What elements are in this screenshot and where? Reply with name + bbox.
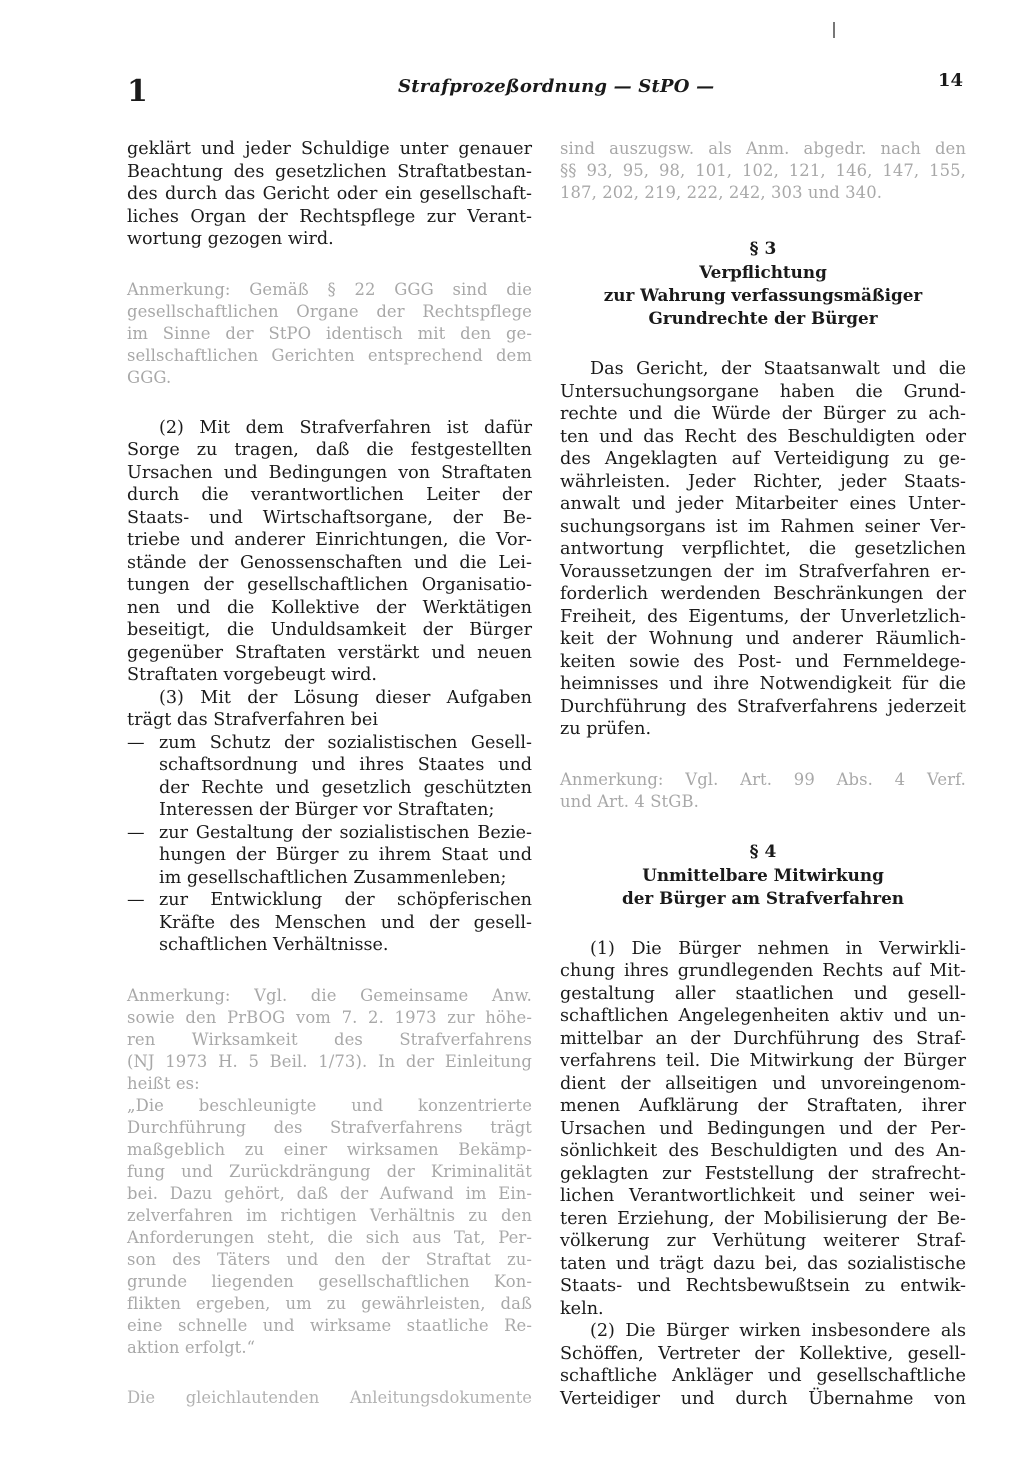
text-line: des Angeklagten auf Verteidigung zu ge- [560, 449, 966, 469]
note-line: Anmerkung: Vgl. die Gemeinsame Anw. [127, 985, 532, 1005]
text-line: Sorge zu tragen, daß die festgestellten [127, 440, 532, 460]
note-line: Anmerkung: Gemäß § 22 GGG sind die [127, 279, 532, 299]
text-line: Freiheit, des Eigentums, der Unverletzlich- [560, 606, 966, 627]
text-line: ten und das Recht des Beschuldigten oder [560, 426, 966, 447]
text-line: Kräfte des Menschen und der gesell- [159, 912, 532, 933]
text-line: geklärt und jeder Schuldige unter genauer [127, 139, 532, 159]
text-line: liches Organ der Rechtspflege zur Verant- [127, 206, 532, 227]
note-line: im Sinne der StPO identisch mit den ge- [127, 323, 532, 343]
text-line: sönlichkeit des Beschuldigten und des An- [560, 1141, 966, 1161]
note-line: §§ 93, 95, 98, 101, 102, 121, 146, 147, 155, [560, 161, 966, 180]
text-line: teren Erziehung, der Mobilisierung der Be- [560, 1208, 966, 1229]
annotation-prbog [127, 985, 532, 1359]
heading-line: Grundrechte der Bürger [648, 308, 878, 328]
note-line: bei. Dazu gehört, daß der Aufwand im Ein- [127, 1183, 532, 1203]
annotation-continuation [560, 138, 966, 204]
text-line: Ursachen und Bedingungen und der Per- [560, 1118, 966, 1139]
text-line: Straftaten vorgebeugt wird. [127, 665, 377, 685]
note-line: Durchführung des Strafverfahrens trägt [127, 1117, 532, 1137]
heading-line: der Bürger am Strafverfahren [622, 887, 904, 908]
dash-bullet: — [127, 732, 145, 753]
text-line: triebe und anderer Einrichtungen, die Vor- [127, 530, 532, 550]
text-line: taten und trägt dazu bei, das sozialistische [560, 1253, 966, 1274]
note-line: 187, 202, 219, 222, 242, 303 und 340. [560, 183, 883, 202]
note-line: maßgeblich zu einer wirksamen Bekämp- [127, 1139, 532, 1159]
section-3-heading [560, 238, 966, 330]
text-line: im gesellschaftlichen Zusammenleben; [159, 867, 507, 888]
text-line: Durchführung des Strafverfahrens jederzeit [560, 696, 966, 717]
intro-paragraph [127, 138, 532, 251]
text-line: schaftsordnung und ihres Staates und [159, 755, 532, 775]
annotation-ggg [127, 279, 532, 389]
text-line: chung ihres grundlegenden Rechts auf Mit- [560, 961, 966, 981]
heading-line: Verpflichtung [699, 262, 827, 282]
text-line: (3) Mit der Lösung dieser Aufgaben [159, 687, 532, 708]
text-line: Voraussetzungen der im Strafverfahren er- [560, 561, 966, 582]
text-line: völkerung zur Verhütung weiterer Straf- [560, 1231, 966, 1251]
note-line: Anmerkung: Vgl. Art. 99 Abs. 4 Verf. [560, 769, 966, 789]
text-line: lichen Verantwortlichkeit und seiner wei- [560, 1186, 966, 1206]
text-line: stände der Genossenschaften und die Lei- [127, 552, 532, 573]
dash-bullet: — [127, 890, 145, 910]
text-line: trägt das Strafverfahren bei [127, 710, 378, 730]
annotation-verf [560, 769, 966, 813]
text-line: Verteidiger und durch Übernahme von [560, 1388, 966, 1409]
text-line: zur Gestaltung der sozialistischen Bezie- [159, 822, 532, 843]
text-line: Ursachen und Bedingungen von Straftaten [127, 462, 532, 483]
text-line: Das Gericht, der Staatsanwalt und die [590, 359, 966, 379]
text-line: Interessen der Bürger vor Straftaten; [159, 800, 495, 820]
text-line: heimnisses und ihre Notwendigkeit für die [560, 674, 966, 694]
text-line: (1) Die Bürger nehmen in Verwirkli- [590, 938, 966, 959]
text-line: Schöffen, Vertreter der Kollektive, gesell- [560, 1343, 966, 1364]
note-line: „Die beschleunigte und konzentrierte [127, 1095, 532, 1115]
note-line: gesellschaftlichen Organe der Rechtspflege [127, 301, 532, 321]
text-line: keln. [560, 1298, 604, 1319]
note-line: ren Wirksamkeit des Strafverfahrens [127, 1029, 532, 1049]
heading-line: zur Wahrung verfassungsmäßiger [603, 285, 923, 305]
text-line: verfahrens teil. Die Mitwirkung der Bürger [560, 1051, 966, 1071]
note-line: sind auszugsw. als Anm. abgedr. nach den [560, 139, 966, 158]
note-line: flikten ergeben, um zu gewährleisten, daß [127, 1293, 532, 1313]
list-item [127, 822, 532, 890]
note-line: zelverfahren im richtigen Verhältnis zu den [127, 1205, 532, 1225]
text-line: schaftlichen Verhältnisse. [159, 935, 389, 955]
text-line: schaftlichen Angelegenheiten aktiv und un- [560, 1006, 966, 1026]
note-line: grunde liegenden gesellschaftlichen Kon- [127, 1271, 532, 1291]
text-line: Staats- und Rechtsbewußtsein zu entwik- [560, 1276, 966, 1296]
contribution-list [127, 732, 532, 957]
text-line: (2) Mit dem Strafverfahren ist dafür [159, 417, 532, 438]
text-line: des durch das Gericht oder ein gesellschaft- [127, 184, 532, 204]
page-number: 14 [938, 70, 964, 91]
section-sign: § 4 [749, 841, 777, 862]
text-line: der Rechte und gesetzlich geschützten [159, 777, 532, 798]
note-line: und Art. 4 StGB. [560, 791, 699, 811]
left-column [127, 138, 532, 1409]
section-sign: § 3 [749, 239, 777, 259]
section-4-heading [560, 841, 966, 910]
text-line: rechte und die Würde der Bürger zu ach- [560, 404, 966, 424]
annotation-tail [127, 1387, 532, 1410]
text-line: keiten sowie des Post- und Fernmeldege- [560, 651, 966, 672]
note-line: sowie den PrBOG vom 7. 2. 1973 zur höhe- [127, 1007, 532, 1027]
note-line: eine schnelle und wirksame staatliche Re- [127, 1315, 532, 1335]
note-line: fung und Zurückdrängung der Kriminalität [127, 1161, 532, 1181]
text-line: schaftliche Ankläger und gesellschaftliche [560, 1366, 966, 1386]
list-item [127, 889, 532, 957]
text-line: beseitigt, die Unduldsamkeit der Bürger [127, 620, 532, 640]
note-line: sellschaftlichen Gerichten entsprechend dem [127, 345, 532, 365]
note-line: heißt es: [127, 1073, 200, 1093]
paragraph-2 [127, 417, 532, 687]
text-line: tungen der gesellschaftlichen Organisatio- [127, 575, 532, 595]
note-line: Anforderungen steht, die sich aus Tat, Per- [127, 1227, 532, 1247]
text-line: gegenüber Straftaten verstärkt und neuen [127, 642, 532, 663]
list-item [127, 732, 532, 822]
text-line: menen Aufklärung der Straftaten, ihrer [560, 1096, 966, 1116]
margin-mark [833, 22, 835, 38]
right-column [560, 138, 966, 1410]
text-line: zum Schutz der sozialistischen Gesell- [159, 732, 532, 753]
text-line: forderlich werdenden Beschränkungen der [560, 584, 966, 604]
note-line: Die gleichlautenden Anleitungsdokumente [127, 1387, 532, 1407]
running-header-title: Strafprozeßordnung — StPO — [398, 76, 715, 97]
text-line: (2) Die Bürger wirken insbesondere als [590, 1321, 966, 1341]
text-line: anwalt und jeder Mitarbeiter eines Unter- [560, 494, 966, 514]
text-line: suchungsorgans ist im Rahmen seiner Ver- [560, 516, 966, 537]
text-line: hungen der Bürger zu ihrem Staat und [159, 845, 532, 865]
note-line: aktion erfolgt.“ [127, 1337, 256, 1357]
text-line: Staats- und Wirtschaftsorgane, der Be- [127, 507, 532, 528]
note-line: GGG. [127, 367, 172, 387]
chapter-number: 1 [127, 74, 148, 109]
text-line: mittelbar an der Durchführung des Straf- [560, 1028, 966, 1049]
text-line: dient der allseitigen und unvoreingenom- [560, 1073, 966, 1094]
text-line: Untersuchungsorgane haben die Grund- [560, 381, 966, 402]
note-line: (NJ 1973 H. 5 Beil. 1/73). In der Einleitung [127, 1051, 532, 1071]
text-line: wortung gezogen wird. [127, 229, 334, 249]
text-line: zur Entwicklung der schöpferischen [159, 890, 532, 910]
text-line: geklagten zur Feststellung der strafrecht- [560, 1163, 966, 1184]
paragraph-3 [127, 687, 532, 732]
dash-bullet: — [127, 822, 145, 843]
section-3-body [560, 358, 966, 741]
text-line: währleisten. Jeder Richter, jeder Staats- [560, 471, 966, 492]
text-line: keit der Wohnung und anderer Räumlich- [560, 629, 966, 649]
heading-line: Unmittelbare Mitwirkung [642, 864, 884, 885]
note-line: son des Täters und den der Straftat zu- [127, 1249, 532, 1269]
text-line: antwortung verpflichtet, die gesetzlichen [560, 539, 966, 559]
section-4-paragraph-1 [560, 938, 966, 1321]
text-line: zu prüfen. [560, 719, 652, 739]
text-line: durch die verantwortlichen Leiter der [127, 485, 532, 505]
text-line: Beachtung des gesetzlichen Straftatbestan- [127, 161, 532, 182]
text-line: nen und die Kollektive der Werktätigen [127, 597, 532, 618]
text-line: gestaltung aller staatlichen und gesell- [560, 983, 966, 1004]
section-4-paragraph-2 [560, 1320, 966, 1410]
